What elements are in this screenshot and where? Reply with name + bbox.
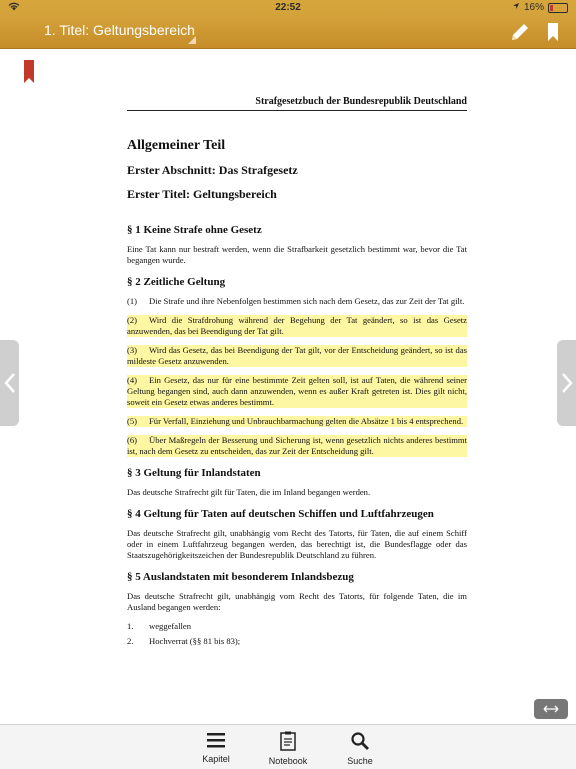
battery-percent: 16%: [523, 2, 544, 13]
section-title: Erster Abschnitt: Das Strafgesetz: [127, 163, 298, 177]
paragraph-number: (3): [127, 345, 138, 355]
expand-width-button[interactable]: [534, 699, 568, 719]
s1-text: Eine Tat kann nur bestraft werden, wenn die Strafbarkeit gesetzlich bestimmt war, bevor die Tat begangen wurde.: [127, 244, 467, 265]
status-time: 22:52: [275, 2, 301, 13]
s2-paragraph: [127, 296, 467, 307]
dropdown-corner-icon: [188, 36, 196, 44]
s4-heading: § 4 Geltung für Taten auf deutschen Schiffen und Luftfahrzeugen: [127, 508, 434, 520]
search-icon: [350, 731, 370, 751]
chapter-title: Erster Titel: Geltungsbereich: [127, 187, 277, 201]
red-bookmark-icon[interactable]: [23, 60, 35, 89]
chapter-title-button[interactable]: 1. Titel: Geltungsbereich: [44, 22, 195, 38]
s2-paragraph: [127, 435, 467, 457]
s1-heading: § 1 Keine Strafe ohne Gesetz: [127, 224, 262, 236]
list-item: [127, 636, 467, 647]
paragraph-text: Die Strafe und ihre Nebenfolgen bestimmen sich nach dem Gesetz, das zur Zeit der Tat gilt.: [149, 296, 465, 306]
paragraph-number: (5): [127, 416, 138, 426]
notebook-icon: [278, 731, 298, 751]
menu-icon: [206, 731, 226, 749]
battery-icon: [548, 3, 568, 13]
paragraph-text: Wird das Gesetz, das bei Beendigung der Tat gilt, vor der Entscheidung geändert, so ist das mildeste Gesetz anzuwenden.: [127, 345, 467, 366]
bottom-tab-bar: [0, 724, 576, 769]
s2-heading: § 2 Zeitliche Geltung: [127, 276, 226, 288]
location-icon: [512, 2, 520, 13]
tab-kapitel[interactable]: [186, 731, 246, 764]
paragraph-text: Ein Gesetz, das nur für eine bestimmte Zeit gelten soll, ist auf Taten, die während seiner Geltung begangen sind, auch dann anzuwenden, wenn es außer Kraft getreten ist. Dies gilt nicht, soweit ein Gesetz etwas anderes bestimmt.: [127, 375, 467, 407]
tab-suche[interactable]: [330, 731, 390, 766]
bookmark-icon[interactable]: [546, 22, 560, 47]
paragraph-number: (6): [127, 435, 138, 445]
list-item-number: 2.: [127, 636, 134, 646]
paragraph-number: (2): [127, 315, 138, 325]
previous-page-button[interactable]: [0, 340, 19, 426]
s4-text: Das deutsche Strafrecht gilt, unabhängig vom Recht des Tatorts, für Taten, die auf einem Schiff oder in einem Luftfahrzeug begangen werden, das berechtigt ist, die Bundesflagge oder das Staatszugehörigkeitszeichen der Bundesrepublik Deutschland zu führen.: [127, 528, 467, 560]
next-page-button[interactable]: [557, 340, 576, 426]
s3-heading: § 3 Geltung für Inlandstaten: [127, 467, 261, 479]
tab-notebook[interactable]: [258, 731, 318, 766]
list-item-text: Hochverrat (§§ 81 bis 83);: [149, 636, 241, 646]
paragraph-number: (1): [127, 296, 138, 306]
list-item-text: weggefallen: [149, 621, 191, 631]
chevron-right-icon: [560, 372, 574, 394]
document-page: [127, 92, 467, 651]
list-item-number: 1.: [127, 621, 134, 631]
list-item: [127, 621, 467, 632]
s2-paragraph: [127, 375, 467, 408]
tab-label: Notebook: [268, 756, 308, 766]
paragraph-text: Über Maßregeln der Besserung und Sicherung ist, wenn gesetzlich nichts anderes bestimmt ist, nach dem Gesetz zu entscheiden, das zur Zeit der Entscheidung gilt.: [127, 435, 467, 456]
chevron-left-icon: [3, 372, 17, 394]
top-toolbar: [0, 16, 576, 49]
s5-list: [127, 621, 467, 647]
pencil-icon[interactable]: [508, 20, 532, 49]
s5-heading: § 5 Auslandstaten mit besonderem Inlandsbezug: [127, 571, 354, 583]
s2-paragraph: [127, 315, 467, 337]
paragraph-number: (4): [127, 375, 138, 385]
s2-paragraph: [127, 345, 467, 367]
s5-text: Das deutsche Strafrecht gilt, unabhängig vom Recht des Tatorts, für folgende Taten, die im Ausland begangen werden:: [127, 591, 467, 612]
double-arrow-icon: [534, 699, 568, 719]
paragraph-text: Wird die Strafdrohung während der Begehung der Tat geändert, so ist das Gesetz anzuwenden, das bei Beendigung der Tat gilt.: [127, 315, 467, 336]
part-title: Allgemeiner Teil: [127, 138, 226, 153]
s3-text: Das deutsche Strafrecht gilt für Taten, die im Inland begangen werden.: [127, 487, 371, 497]
tab-label: Suche: [347, 756, 373, 766]
running-header: Strafgesetzbuch der Bundesrepublik Deutschland: [127, 96, 467, 111]
status-bar: [0, 0, 576, 16]
paragraph-text: Für Verfall, Einziehung und Unbrauchbarmachung gelten die Absätze 1 bis 4 entsprechend.: [149, 416, 464, 426]
s2-paragraph: [127, 416, 467, 427]
tab-label: Kapitel: [202, 754, 230, 764]
